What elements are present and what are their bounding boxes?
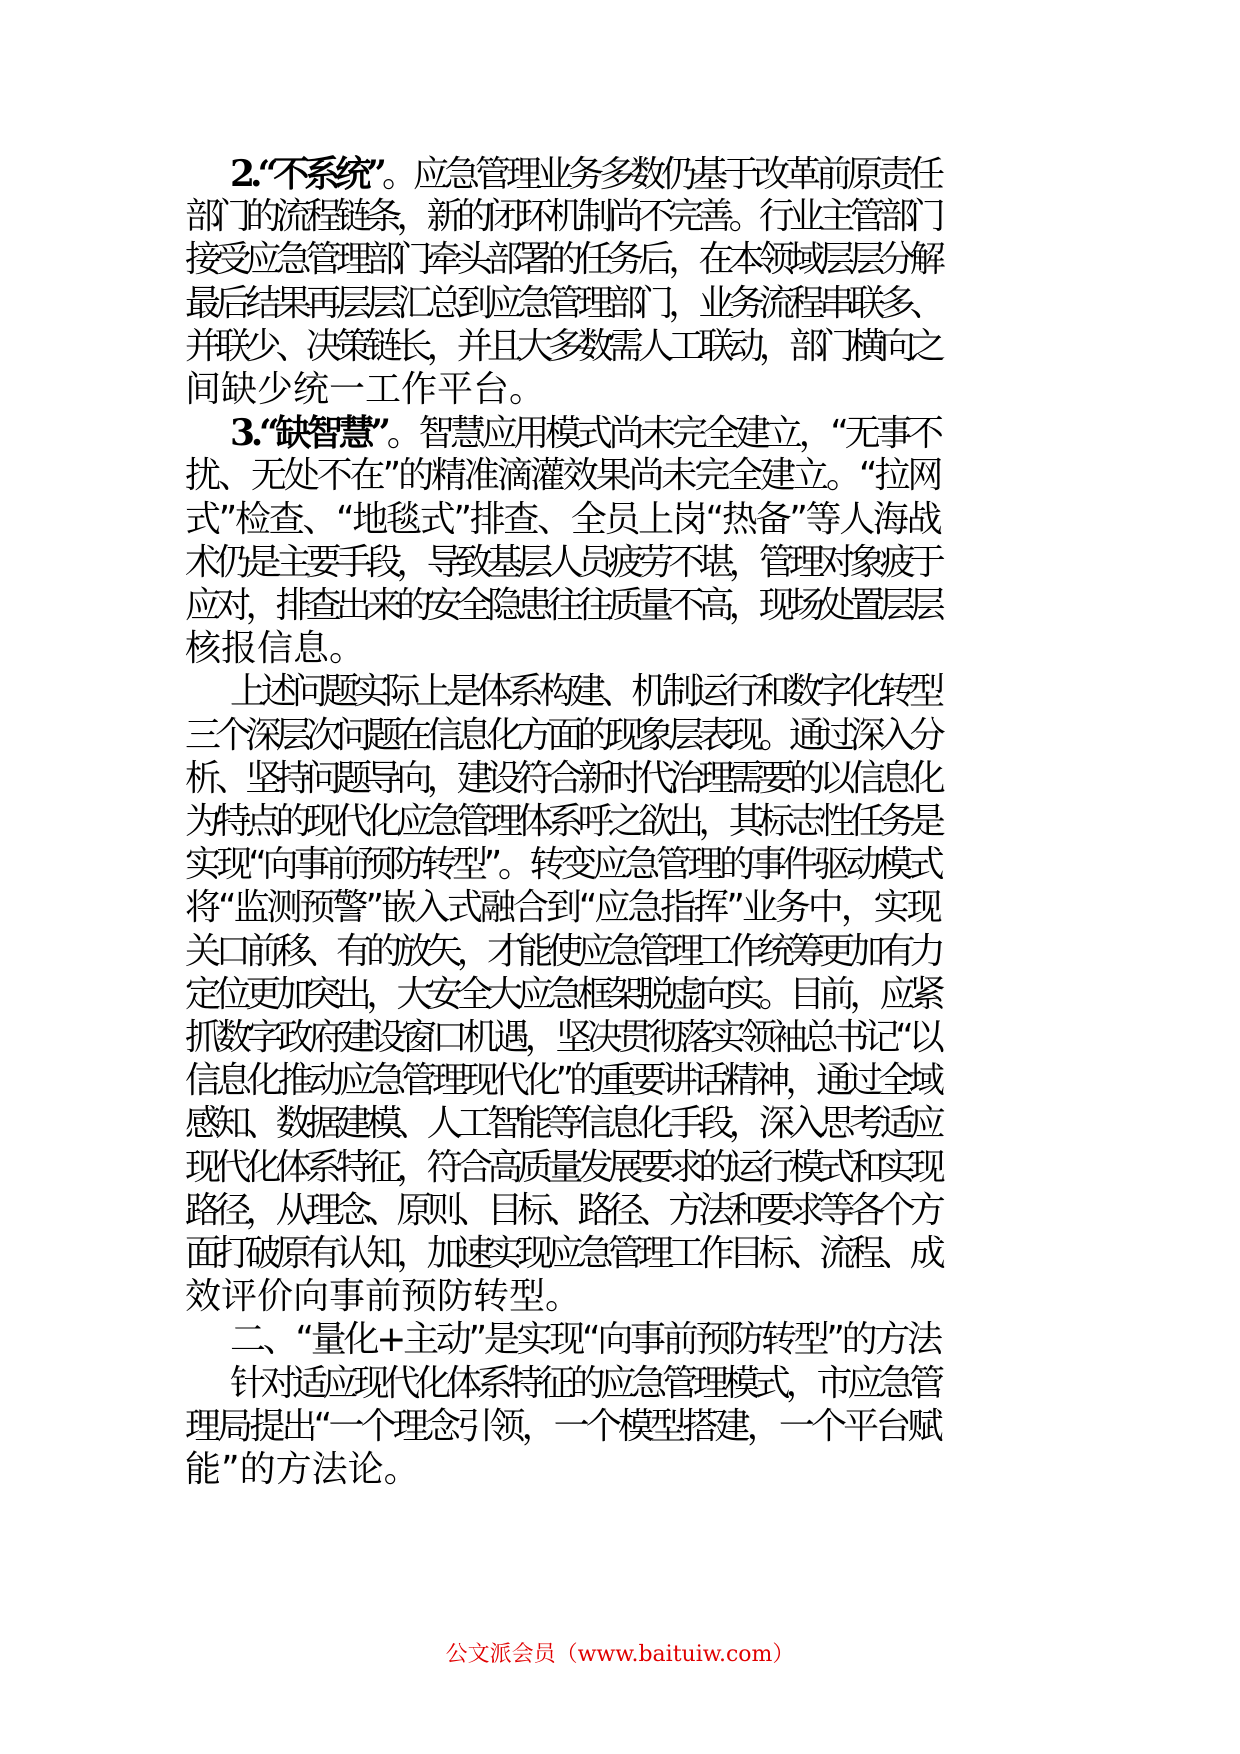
text-line: [185, 1405, 940, 1449]
text-line: [185, 1059, 940, 1103]
text-line: [230, 1318, 940, 1362]
text-line: [185, 627, 365, 671]
text-segment: 将“监测预警”嵌入式融合到“应急指挥”业务中，实现: [185, 887, 940, 928]
text-line: [185, 584, 940, 628]
text-segment: 定位更加突出，大安全大应急框架脱虚向实。目前，应紧: [185, 974, 941, 1015]
text-segment: 扰、无处不在”的精准滴灌效果尚未完全建立。“拉网: [185, 455, 941, 496]
text-line: [230, 670, 940, 714]
text-segment: 效评价向事前预防转型。: [185, 1276, 582, 1317]
text-line: [230, 152, 940, 197]
text-line: [185, 541, 940, 585]
text-segment: 抓数字政府建设窗口机遇，坚决贯彻落实领袖总书记“以: [185, 1017, 940, 1058]
text-segment: 应对，排查出来的安全隐患往往质量不高，现场处置层层: [185, 585, 941, 626]
text-segment: 术仍是主要手段，导致基层人员疲劳不堪，管理对象疲于: [185, 542, 941, 583]
text-line: [185, 930, 940, 974]
text-segment: 二、“量化+主动”是实现“向事前预防转型”的方法: [230, 1319, 940, 1360]
text-line: [185, 195, 940, 239]
text-segment: 理局提出“一个理念引领，一个模型搭建，一个平台赋: [185, 1406, 940, 1447]
text-segment: 实现“向事前预防转型”。转变应急管理的事件驱动模式: [185, 844, 941, 885]
text-line: [185, 1146, 940, 1190]
text-segment: 针对适应现代化体系特征的应急管理模式，市应急管: [230, 1363, 941, 1404]
text-line: [185, 1232, 940, 1276]
text-line: [185, 757, 940, 801]
text-segment: 路径，从理念、原则、目标、路径、方法和要求等各个方: [185, 1190, 941, 1231]
heading-label: 2.“不系统”: [230, 153, 382, 195]
text-line: [185, 843, 940, 887]
text-line: [185, 368, 545, 412]
heading-label: 3.“缺智慧”: [230, 412, 387, 454]
text-segment: 。智慧应用模式尚未完全建立，“无事不: [386, 413, 940, 454]
text-line: [185, 973, 940, 1017]
text-segment: 信息化推动应急管理现代化”的重要讲话精神，通过全域: [185, 1060, 940, 1101]
text-segment: 最后结果再层层汇总到应急管理部门，业务流程串联多、: [185, 283, 941, 324]
text-segment: 式”检查、“地毯式”排查、全员上岗“热备”等人海战: [185, 499, 941, 540]
text-segment: 上述问题实际上是体系构建、机制运行和数字化转型: [230, 671, 941, 712]
text-line: [185, 1102, 940, 1146]
footer-watermark: 公文派会员（www.baituiw.com）: [445, 1642, 795, 1667]
text-line: [185, 1189, 940, 1233]
text-line: [185, 498, 940, 542]
text-line: [185, 1275, 581, 1319]
text-segment: 接受应急管理部门牵头部署的任务后，在本领域层层分解: [185, 239, 941, 280]
text-line: [185, 282, 940, 326]
text-line: [185, 714, 940, 758]
text-segment: 核报信息。: [185, 628, 366, 669]
text-segment: 三个深层次问题在信息化方面的现象层表现。通过深入分: [185, 715, 941, 756]
text-segment: 。应急管理业务多数仍基于改革前原责任: [382, 154, 941, 195]
text-line: [185, 454, 940, 498]
text-segment: 并联少、决策链长，并且大多数需人工联动，部门横向之: [185, 326, 941, 367]
text-segment: 为特点的现代化应急管理体系呼之欲出，其标志性任务是: [185, 801, 941, 842]
text-segment: 析、坚持问题导向，建设符合新时代治理需要的以信息化: [185, 758, 941, 799]
text-segment: 能”的方法论。: [185, 1449, 420, 1490]
text-line: [185, 238, 940, 282]
text-line: [230, 411, 940, 456]
text-line: [185, 800, 940, 844]
text-line: [185, 1448, 420, 1492]
text-line: [230, 1362, 940, 1406]
text-line: [185, 886, 940, 930]
text-segment: 关口前移、有的放矢，才能使应急管理工作统筹更加有力: [185, 931, 941, 972]
text-segment: 面打破原有认知，加速实现应急管理工作目标、流程、成: [185, 1233, 941, 1274]
text-segment: 现代化体系特征，符合高质量发展要求的运行模式和实现: [185, 1147, 941, 1188]
text-line: [185, 1016, 940, 1060]
text-segment: 间缺少统一工作平台。: [185, 369, 546, 410]
text-segment: 感知、数据建模、人工智能等信息化手段，深入思考适应: [185, 1103, 941, 1144]
text-segment: 部门的流程链条，新的闭环机制尚不完善。行业主管部门: [185, 196, 941, 237]
text-line: [185, 325, 940, 369]
